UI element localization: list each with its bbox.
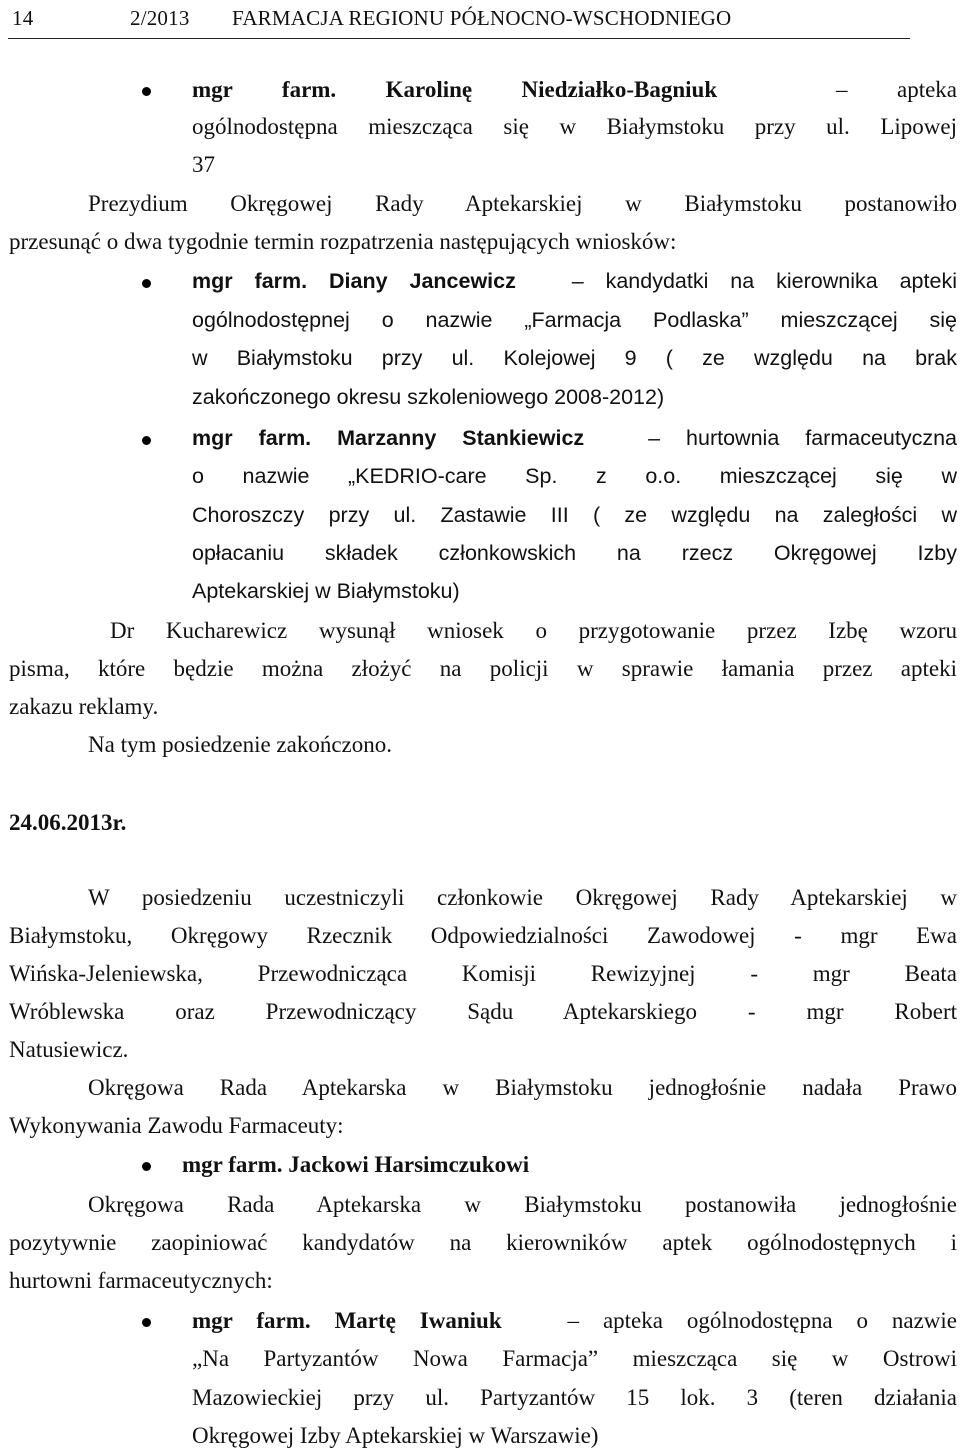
text-line: o nazwie „KEDRIO-care Sp. z o.o. mieszczącej się w (192, 464, 957, 488)
text-line: Mazowieckiej przy ul. Partyzantów 15 lok. 3 (teren działania (192, 1385, 957, 1410)
bullet-icon (142, 279, 151, 288)
paragraph-line: Wińska-Jeleniewska, Przewodnicząca Komisji Rewizyjnej - mgr Beata (9, 961, 957, 986)
list-item-jacek: mgr farm. Jackowi Harsimczukowi (182, 1152, 530, 1177)
paragraph-line: pozytywnie zaopiniować kandydatów na kierowników aptek ogólnodostępnych i (9, 1230, 957, 1255)
text-line: opłacaniu składek członkowskich na rzecz Okręgowej Izby (192, 541, 957, 565)
paragraph-line: zakazu reklamy. (9, 694, 159, 719)
bullet-icon (142, 1162, 151, 1171)
paragraph-line: Okręgowa Rada Aptekarska w Białymstoku postanowiła jednogłośnie (88, 1192, 957, 1217)
paragraph-line: przesunąć o dwa tygodnie termin rozpatrzenia następujących wniosków: (9, 229, 677, 254)
text-line: „Na Partyzantów Nowa Farmacja” mieszcząca się w Ostrowi (192, 1346, 957, 1371)
paragraph-line: pisma, które będzie można złożyć na policji w sprawie łamania przez apteki (9, 656, 957, 681)
text-line: Aptekarskiej w Białymstoku) (192, 579, 460, 603)
text-line: w Białymstoku przy ul. Kolejowej 9 ( ze względu na brak (192, 346, 957, 370)
page-header (8, 0, 910, 39)
person-name: mgr farm. Marzanny Stankiewicz (192, 426, 585, 450)
issue-number: 2/2013 (130, 6, 190, 30)
text-line: zakończonego okresu szkoleniowego 2008-2012) (192, 385, 665, 409)
paragraph-line: Dr Kucharewicz wysunął wniosek o przygotowanie przez Izbę wzoru (110, 618, 957, 643)
person-name: mgr farm. Karolinę Niedziałko-Bagniuk (192, 77, 718, 102)
paragraph-line: Prezydium Okręgowej Rady Aptekarskiej w Białymstoku postanowiło (88, 191, 957, 216)
list-item-marta: mgr farm. Martę Iwaniuk – apteka ogólnodostępna o nazwie (192, 1308, 958, 1333)
text-line: ogólnodostępna mieszcząca się w Białymstoku przy ul. Lipowej (192, 114, 957, 139)
text-line: Choroszczy przy ul. Zastawie III ( ze względu na zaległości w (192, 503, 957, 527)
paragraph-line: Wykonywania Zawodu Farmaceuty: (9, 1113, 344, 1138)
closing-line: Na tym posiedzenie zakończono. (88, 732, 392, 757)
text-line: Okręgowej Izby Aptekarskiej w Warszawie) (192, 1423, 599, 1448)
person-name: mgr farm. Martę Iwaniuk (192, 1308, 502, 1333)
person-name: mgr farm. Diany Jancewicz (192, 269, 516, 293)
list-item-diana: mgr farm. Diany Jancewicz – kandydatki na kierownika apteki (192, 269, 957, 293)
list-item-karolina: mgr farm. Karolinę Niedziałko-Bagniuk – apteka (192, 77, 958, 102)
meeting-date: 24.06.2013r. (9, 810, 127, 835)
paragraph-line: Okręgowa Rada Aptekarska w Białymstoku jednogłośnie nadała Prawo (88, 1075, 957, 1100)
journal-title: FARMACJA REGIONU PÓŁNOCNO-WSCHODNIEGO (232, 6, 732, 30)
paragraph-line: hurtowni farmaceutycznych: (9, 1268, 273, 1293)
list-item-marzanna: mgr farm. Marzanny Stankiewicz – hurtownia farmaceutyczna (192, 426, 958, 450)
paragraph-line: W posiedzeniu uczestniczyli członkowie Okręgowej Rady Aptekarskiej w (88, 885, 957, 910)
text-line: ogólnodostępnej o nazwie „Farmacja Podlaska” mieszczącej się (192, 308, 957, 332)
bullet-icon (142, 87, 151, 96)
paragraph-line: Natusiewicz. (9, 1037, 129, 1062)
page-number: 14 (12, 6, 34, 30)
paragraph-line: Wróblewska oraz Przewodniczący Sądu Aptekarskiego - mgr Robert (9, 999, 957, 1024)
bullet-icon (142, 436, 151, 445)
paragraph-line: Białymstoku, Okręgowy Rzecznik Odpowiedzialności Zawodowej - mgr Ewa (9, 923, 957, 948)
bullet-icon (142, 1318, 151, 1327)
text-line: 37 (192, 152, 215, 177)
